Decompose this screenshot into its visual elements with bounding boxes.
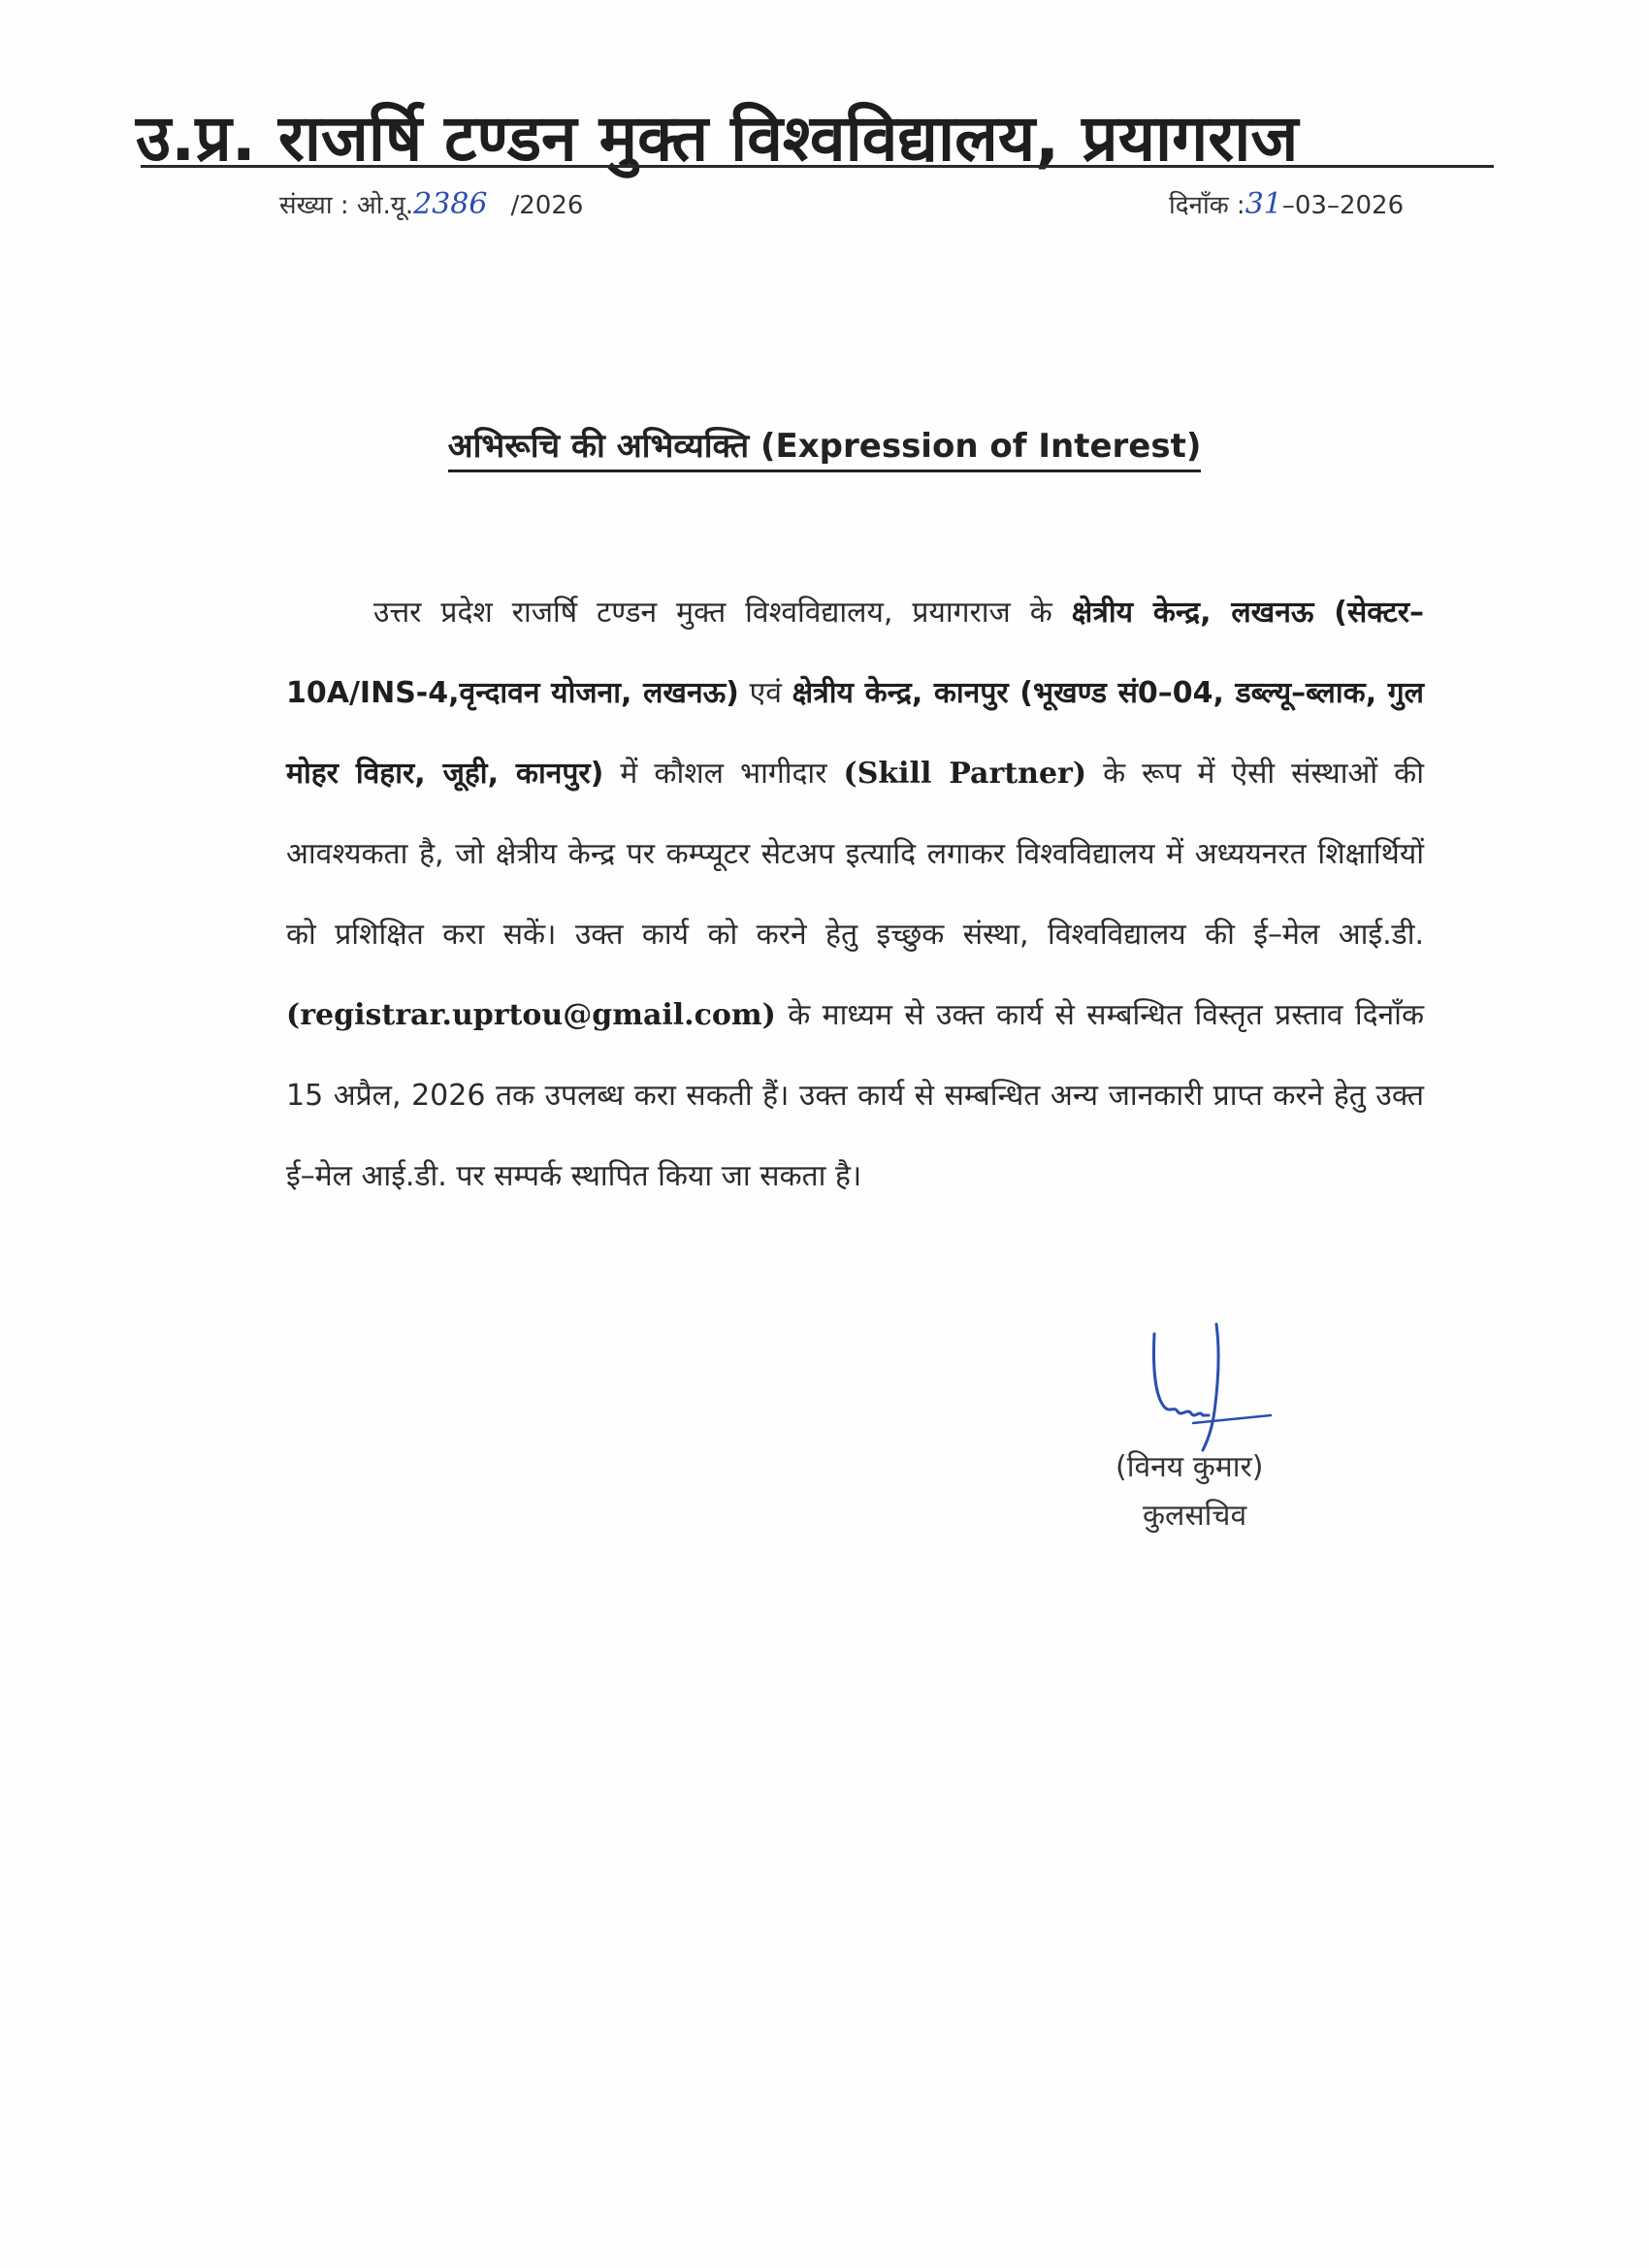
notice-title-text: अभिरूचि की अभिव्यक्ति (Expression of Interest) <box>448 427 1202 472</box>
reference-suffix: /2026 <box>510 191 584 220</box>
date-suffix: –03–2026 <box>1281 191 1405 220</box>
date-handwritten-day: 31 <box>1245 187 1282 221</box>
date-prefix: दिनाँक : <box>1169 191 1245 220</box>
body-text-3: में कौशल भागीदार <box>603 757 844 791</box>
body-text-4: के रूप में ऐसी संस्थाओं की आवश्यकता है, जो क्षेत्रीय केन्द्र पर कम्प्यूटर सेटअप इत्यादि लगाकर विश्वविद्यालय में अध्ययनरत शिक्षार्थियों को प्रशिक्षित करा सकें। उक्त कार्य को करने हेतु इच्छुक संस्था, विश्वविद्यालय की ई–मेल आई.डी. <box>286 757 1424 952</box>
body-text-2: एवं <box>738 676 792 710</box>
university-name-heading: उ.प्र. राजर्षि टण्डन मुक्त विश्वविद्यालय, प्रयागराज <box>136 101 1299 176</box>
reference-prefix: संख्या : ओ.यू. <box>279 191 414 220</box>
body-bold-lucknow-centre: क्षेत्रीय केन्द्र, लखनऊ (सेक्टर–10A/INS-4,वृन्दावन योजना, लखनऊ) <box>286 596 1424 710</box>
body-bold-skill-partner: (Skill Partner) <box>843 757 1087 791</box>
notice-body-paragraph <box>286 572 1424 1216</box>
notice-title <box>0 422 1649 467</box>
issue-date <box>1169 186 1404 221</box>
body-text-5: के माध्यम से उक्त कार्य से सम्बन्धित विस्तृत प्रस्ताव दिनाँक 15 अप्रैल, 2026 तक उपलब्ध करा सकती हैं। उक्त कार्य से सम्बन्धित अन्य जानकारी प्राप्त करने हेतु उक्त ई–मेल आई.डी. पर सम्पर्क स्थापित किया जा सकता है। <box>286 998 1424 1193</box>
signatory-designation: कुलसचिव <box>1143 1499 1247 1533</box>
body-text-1: उत्तर प्रदेश राजर्षि टण्डन मुक्त विश्वविद्यालय, प्रयागराज के <box>373 596 1072 630</box>
header-divider <box>141 165 1494 168</box>
signatory-name: (विनय कुमार) <box>1116 1450 1264 1484</box>
reference-handwritten-number: 2386 <box>413 187 488 221</box>
body-bold-kanpur-centre: क्षेत्रीय केन्द्र, कानपुर (भूखण्ड सं0–04, डब्ल्यू–ब्लाक, गुल मोहर विहार, जूही, कानपुर) <box>286 676 1425 791</box>
reference-number <box>279 186 583 221</box>
body-bold-email: (registrar.uprtou@gmail.com) <box>286 998 776 1032</box>
